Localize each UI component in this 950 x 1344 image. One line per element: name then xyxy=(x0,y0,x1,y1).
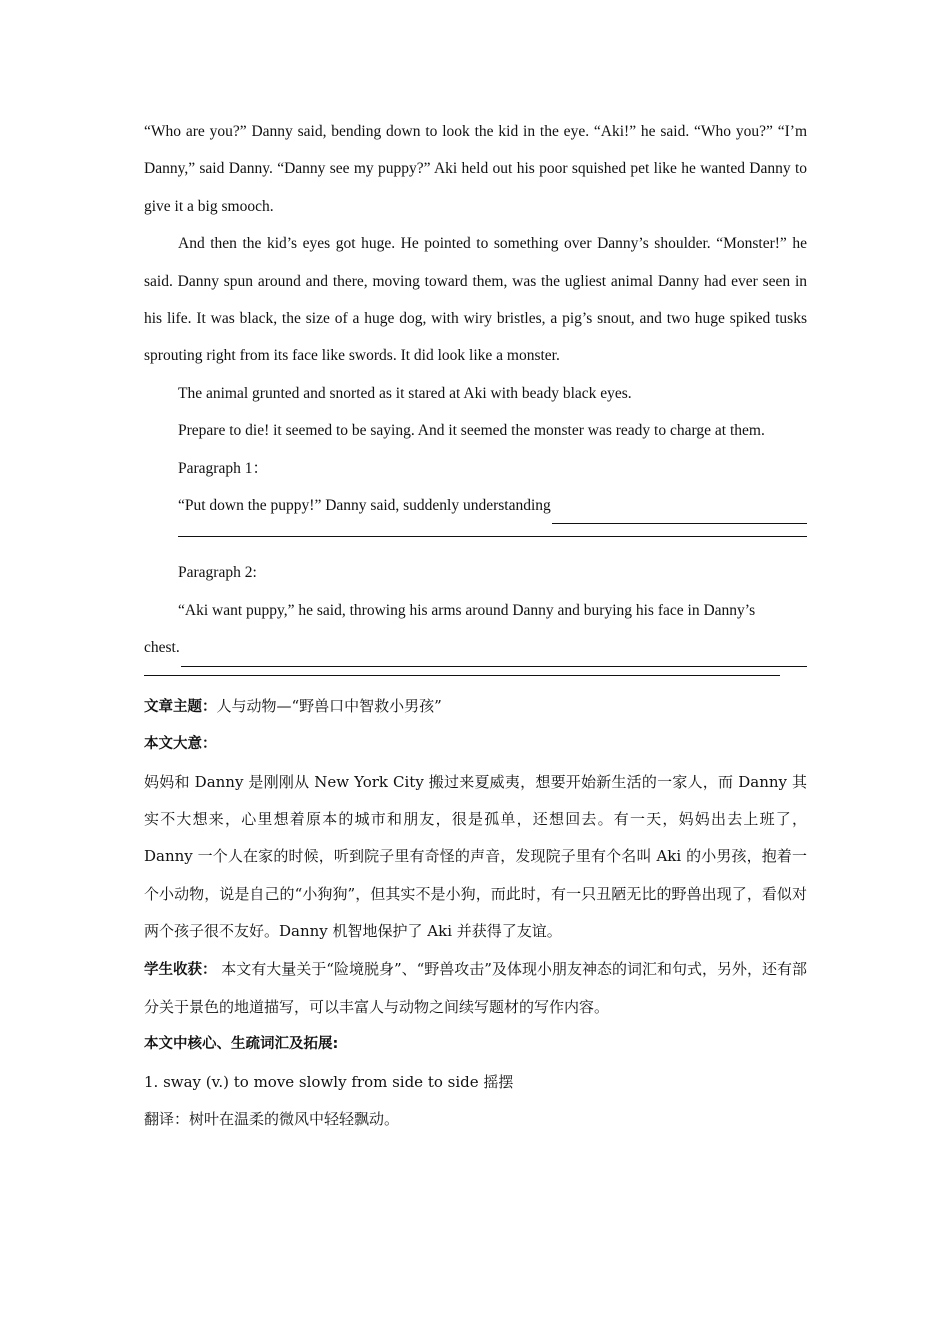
paragraph-2-prompt xyxy=(144,629,807,666)
document-page xyxy=(144,113,807,1139)
gain-label: 学生收获： xyxy=(144,961,217,978)
translate-row xyxy=(144,1101,807,1138)
paragraph-1-start-sentence: “Put down the puppy!” Danny said, suddenly understanding xyxy=(178,497,551,515)
paragraph-2-start-sentence: “Aki want puppy,” he said, throwing his arms around Danny and burying his face in Danny’s xyxy=(178,601,756,619)
gain-text: 本文有大量关于“险境脱身”、“野兽攻击”及体现小朋友神态的词汇和句式，另外，还有部分关于景色的地道描写，可以丰富人与动物之间续写题材的写作内容。 xyxy=(144,959,808,1016)
gain-row xyxy=(144,951,807,1027)
vocab-item: 1. sway (v.) to move slowly from side to side 摇摆 xyxy=(144,1072,514,1091)
paragraph-2-start-continuation: chest. xyxy=(144,639,180,657)
answer-line[interactable] xyxy=(144,667,780,676)
answer-line[interactable] xyxy=(178,524,807,537)
paragraph-2-label: Paragraph 2: xyxy=(178,564,257,582)
summary-label: 本文大意： xyxy=(144,736,217,753)
story-paragraph-1: “Who are you?” Danny said, bending down to look the kid in the eye. “Aki!” he said. “Who you?” “I’m Danny,” said Danny. “Danny see my puppy?” Aki held out his poor squished pet like he wanted Danny to give it a big smooch. xyxy=(144,123,807,215)
story-paragraph-4: Prepare to die! it seemed to be saying. And it seemed the monster was ready to charge at them. xyxy=(178,422,765,440)
paragraph-1-label: Paragraph 1： xyxy=(178,459,268,477)
story-paragraph-2: And then the kid’s eyes got huge. He pointed to something over Danny’s shoulder. “Monster!” he said. Danny spun around and there, moving toward them, was the ugliest animal Danny had ever seen in his life. It was black, the size of a huge dog, with wiry bristles, a pig’s snout, and two huge spiked tusks sprouting right from its face like swords. It did look like a monster. xyxy=(144,235,807,365)
paragraph-1-prompt xyxy=(144,487,807,524)
story-paragraph-3: The animal grunted and snorted as it stared at Aki with beady black eyes. xyxy=(178,384,632,402)
answer-blank[interactable] xyxy=(181,641,807,667)
vocab-label: 本文中核心、生疏词汇及拓展: xyxy=(144,1036,339,1053)
theme-row xyxy=(144,688,807,726)
summary-text: 妈妈和 Danny 是刚刚从 New York City 搬过来夏威夷，想要开始新生活的一家人，而 Danny 其实不大想来，心里想着原本的城市和朋友，很是孤单，还想回去。有一天，妈妈出去上班了，Danny 一个人在家的时候，听到院子里有奇怪的声音，发现院子里有个名叫 Aki 的小男孩，抱着一个小动物，说是自己的“小狗狗”，但其实不是小狗，而此时，有一只丑陋无比的野兽出现了，看似对两个孩子很不友好。Danny 机智地保护了 Aki 并获得了友谊。 xyxy=(144,772,807,941)
translate-text: 树叶在温柔的微风中轻轻飘动。 xyxy=(189,1110,400,1129)
translate-label: 翻译： xyxy=(144,1110,190,1129)
theme-value: 人与动物—“野兽口中智救小男孩” xyxy=(216,696,442,715)
answer-blank[interactable] xyxy=(552,498,807,524)
theme-label: 文章主题： xyxy=(144,698,217,715)
